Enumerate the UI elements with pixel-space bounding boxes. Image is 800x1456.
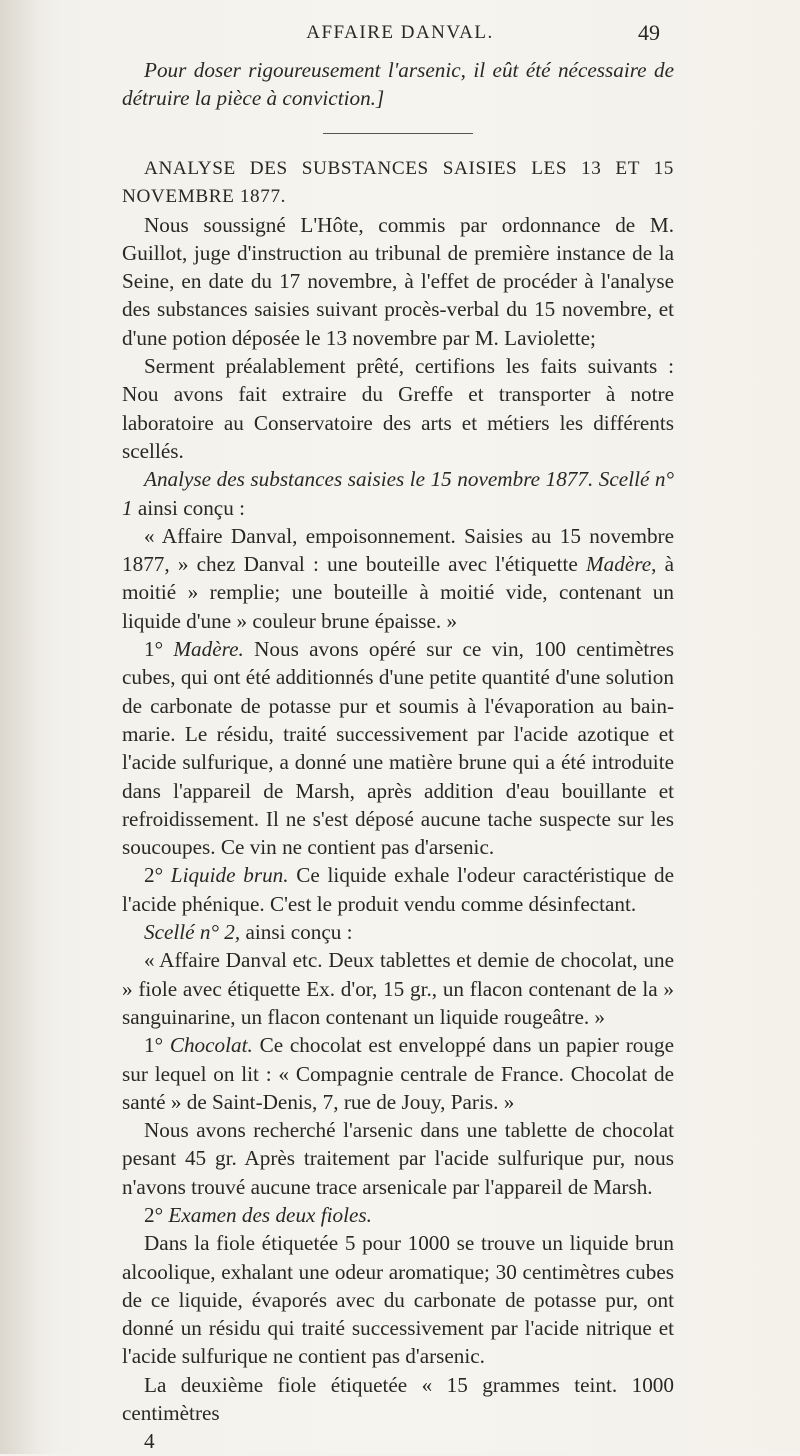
- paragraph-madere: 1° Madère. Nous avons opéré sur ce vin, 100 centimètres cubes, qui ont été additionnés d'une petite quantité d'une solution de carbonate de potasse pur et soumis à l'évaporation au bain-marie. Le résidu, traité successivement par l'acide azotique et l'acide sulfurique, a donné une matière brune qui a été introduite dans l'appareil de Marsh, après addition d'eau bouillante et refroidissement. Il ne s'est déposé aucune tache suspecte sur les soucoupes. Ce vin ne contient pas d'arsenic.: [122, 637, 674, 860]
- section-heading: ANALYSE DES SUBSTANCES SAISIES LES 13 ET 15 NOVEMBRE 1877.: [122, 157, 674, 207]
- paragraph-scelle-1: Analyse des substances saisies le 15 novembre 1877. Scellé n° 1 ainsi conçu :: [122, 467, 674, 520]
- paragraph-quote-1: « Affaire Danval, empoisonnement. Saisies au 15 novembre 1877, » chez Danval : une bouteille avec l'étiquette Madère, à moitié » remplie; une bouteille à moitié vide, contenant un liquide d'une » couleur brune épaisse. »: [122, 523, 674, 633]
- paragraph-fiole-1: Dans la fiole étiquetée 5 pour 1000 se trouve un liquide brun alcoolique, exhalant une odeur aromatique; 30 centimètres cubes de ce liquide, évaporés avec du carbonate de potasse pur, ont donné un résidu qui traité successivement par l'acide nitrique et l'acide sulfurique ne contient pas d'arsenic.: [122, 1231, 674, 1369]
- paragraph-arsenic-chocolat: Nous avons recherché l'arsenic dans une tablette de chocolat pesant 45 gr. Après traitement par l'acide sulfurique pur, nous n'avons trouvé aucune trace arsenicale par l'appareil de Marsh.: [122, 1118, 674, 1199]
- paragraph-fioles-heading: 2° Examen des deux fioles.: [144, 1202, 372, 1227]
- intro-paragraph: Pour doser rigoureusement l'arsenic, il eût été nécessaire de détruire la pièce à conviction.]: [122, 58, 674, 111]
- paragraph-quote-2: « Affaire Danval etc. Deux tablettes et demie de chocolat, une » fiole avec étiquette Ex. d'or, 15 gr., un flacon contenant de la » sanguinarine, un flacon contenant un liquide rougeâtre. »: [122, 948, 674, 1029]
- page-number: 49: [638, 20, 660, 45]
- paragraph-commission: Nous soussigné L'Hôte, commis par ordonnance de M. Guillot, juge d'instruction au tribunal de première instance de la Seine, en date du 17 novembre, à l'effet de procéder à l'analyse des substances saisies suivant procès-verbal du 15 novembre, et d'une potion déposée le 13 novembre par M. Laviolette;: [122, 212, 674, 350]
- body-text: [122, 56, 674, 1456]
- paragraph-oath: Serment préalablement prêté, certifions les faits suivants : Nou avons fait extraire du Greffe et transporter à notre laboratoire au Conservatoire des arts et métiers les différents scellés.: [122, 354, 674, 463]
- running-title: AFFAIRE DANVAL.: [306, 22, 494, 43]
- paragraph-scelle-2: Scellé n° 2, ainsi conçu :: [144, 920, 353, 945]
- signature-mark: 4: [144, 1429, 155, 1454]
- section-divider: [323, 133, 473, 134]
- running-head: [0, 18, 800, 48]
- paragraph-fiole-2: La deuxième fiole étiquetée « 15 grammes teint. 1000 centimètres: [122, 1372, 674, 1426]
- page-gutter-shadow: [0, 0, 60, 1454]
- scelle-1-title: Analyse des substances saisies le 15 novembre 1877. Scellé n° 1: [122, 467, 674, 520]
- paragraph-liquide-brun: 2° Liquide brun. Ce liquide exhale l'odeur caractéristique de l'acide phénique. C'est le produit vendu comme désinfectant.: [122, 863, 674, 916]
- paragraph-chocolat: 1° Chocolat. Ce chocolat est enveloppé dans un papier rouge sur lequel on lit : « Compagnie centrale de France. Chocolat de santé » de Saint-Denis, 7, rue de Jouy, Paris. »: [122, 1033, 674, 1114]
